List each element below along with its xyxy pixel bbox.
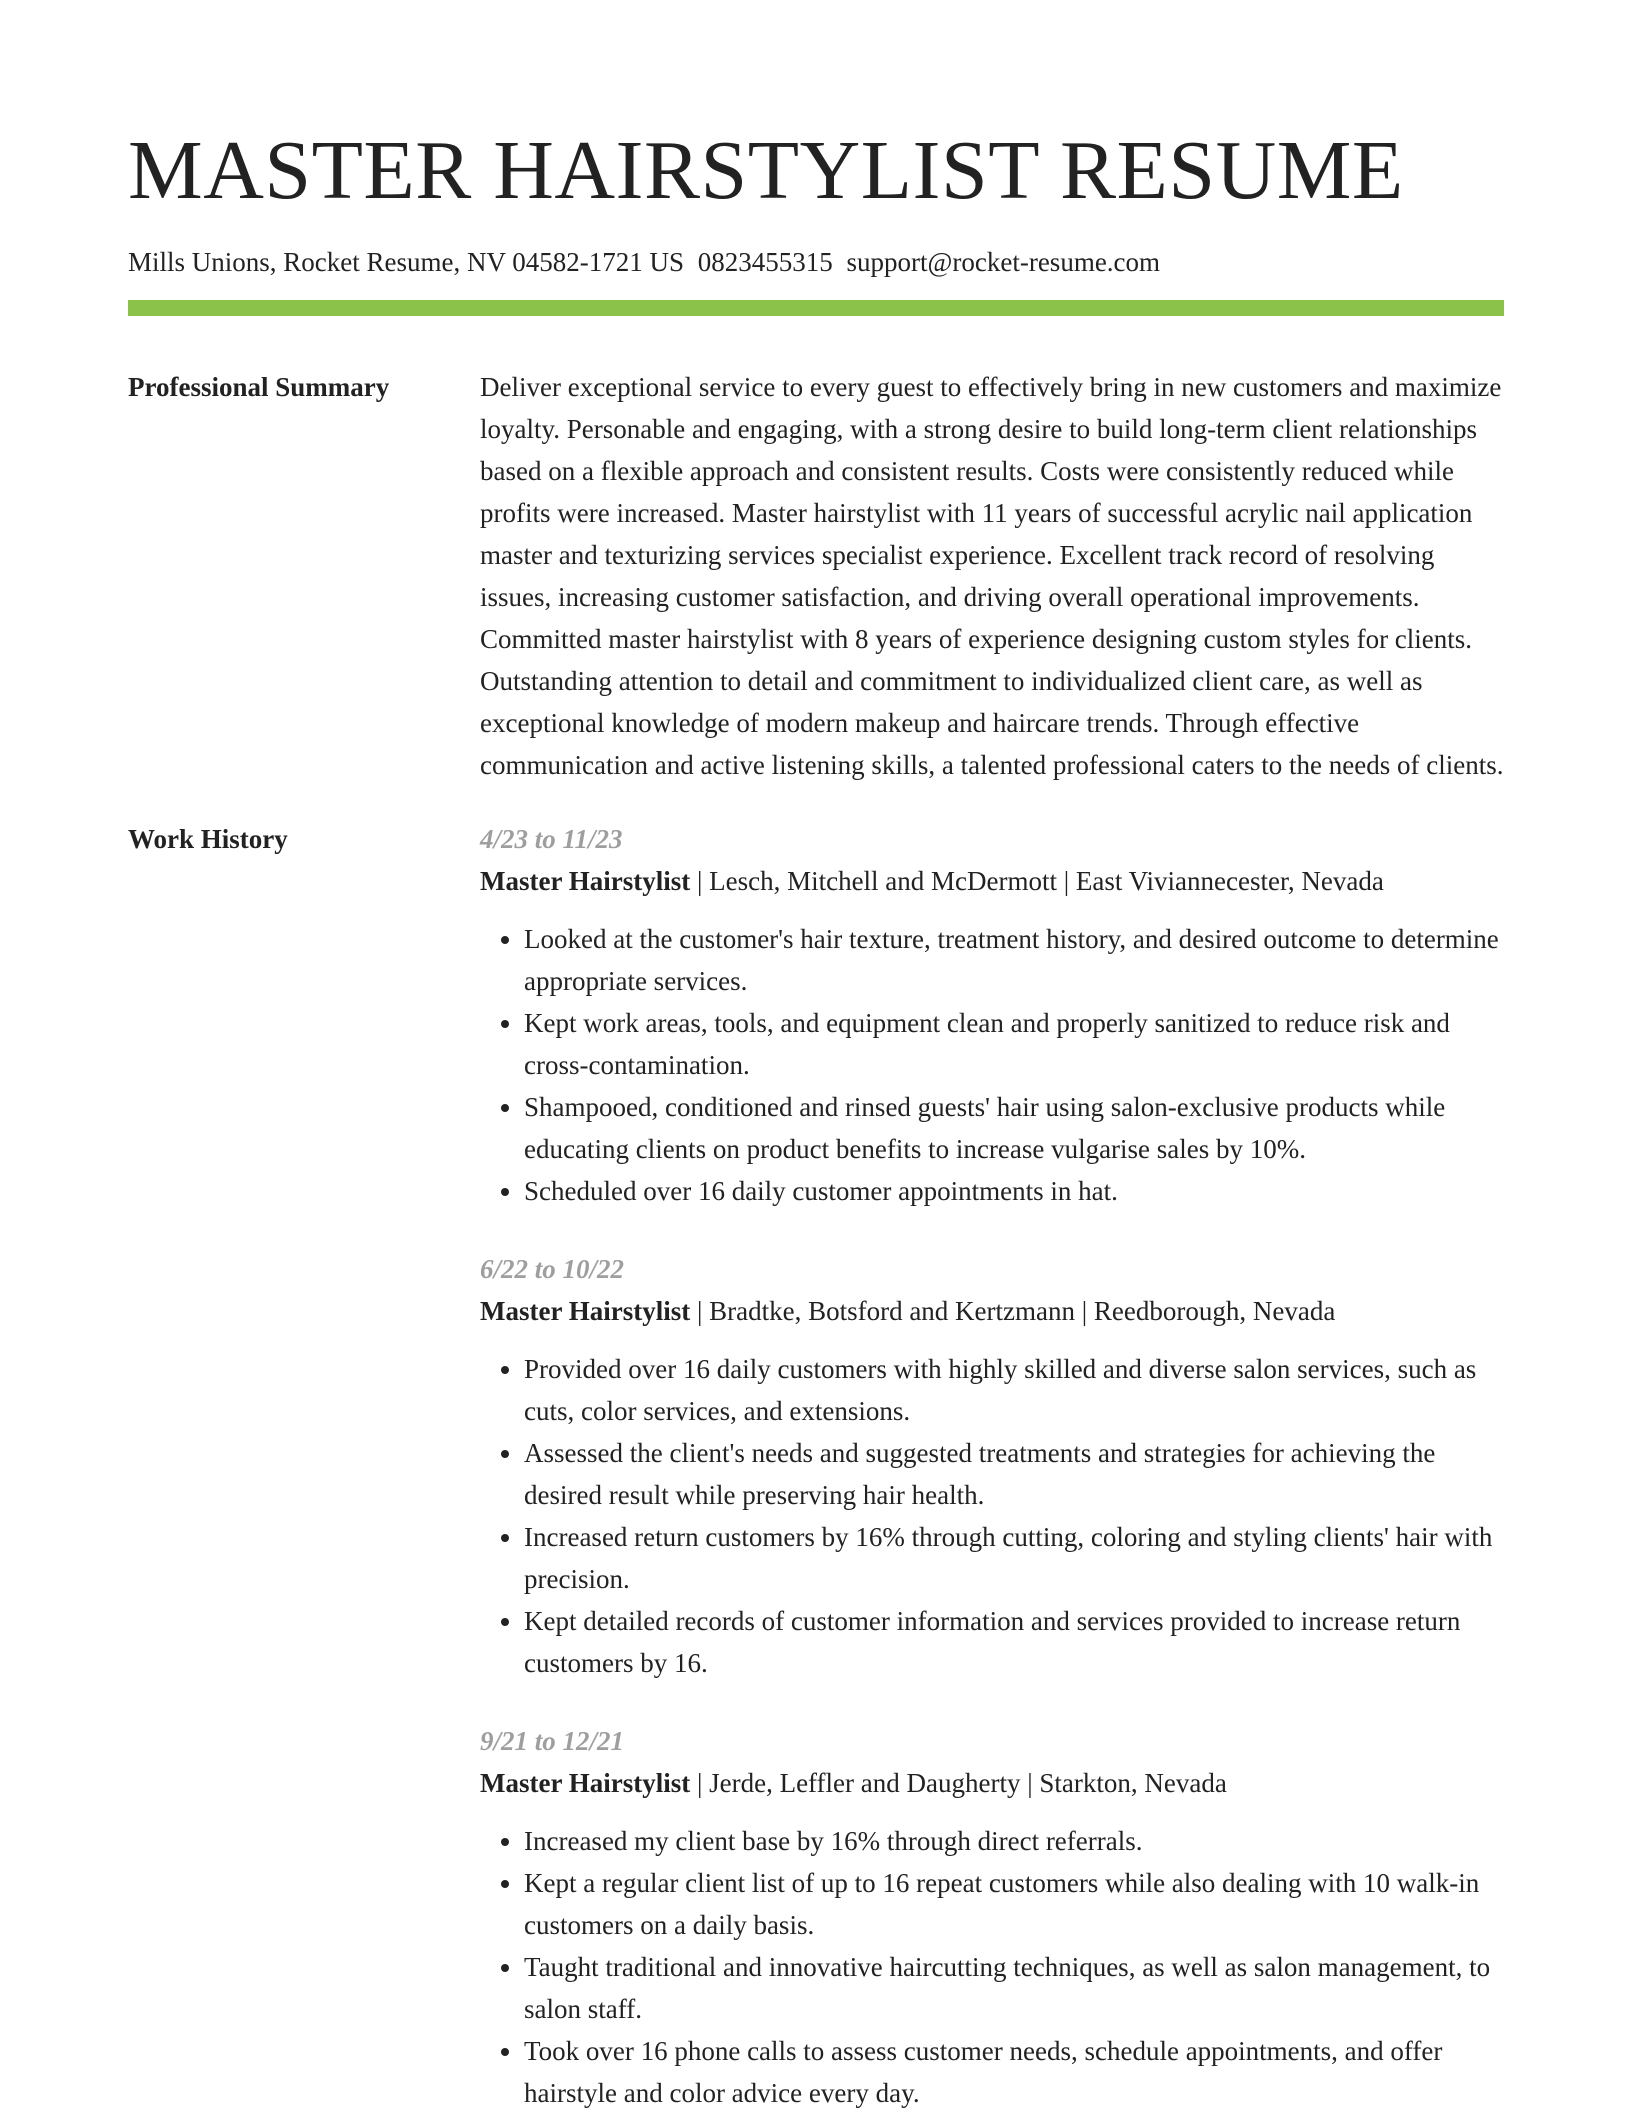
resume-header xyxy=(128,0,1504,316)
resume-page xyxy=(128,0,1504,2114)
contact-address: Mills Unions, Rocket Resume, NV 04582-1721 US xyxy=(128,247,685,277)
job-dates: 6/22 to 10/22 xyxy=(480,1254,625,1284)
job-dates: 4/23 to 11/23 xyxy=(480,824,623,854)
job-entry xyxy=(480,1248,1504,1684)
job-heading xyxy=(480,1290,1504,1332)
job-duty: • Took over 16 phone calls to assess customer needs, schedule appointments, and offer hairstyle and color advice every day. xyxy=(524,2030,1504,2114)
job-duty: • Kept a regular client list of up to 16 repeat customers while also dealing with 10 walk-in customers on a daily basis. xyxy=(524,1862,1504,1946)
summary-text: Deliver exceptional service to every guest to effectively bring in new customers and maximize loyalty. Personable and engaging, with a strong desire to build long-term client relationships based on a flexible approach and consistent results. Costs were consistently reduced while profits were increased. Master hairstylist with 11 years of successful acrylic nail application master and texturizing services specialist experience. Excellent track record of resolving issues, increasing customer satisfaction, and driving overall operational improvements. Committed master hairstylist with 8 years of experience designing custom styles for clients. Outstanding attention to detail and commitment to individualized client care, as well as exceptional knowledge of modern makeup and haircare trends. Through effective communication and active listening skills, a talented professional caters to the needs of clients. xyxy=(480,372,1504,780)
job-duty: • Kept work areas, tools, and equipment clean and properly sanitized to reduce risk and cross-contamination. xyxy=(524,1002,1504,1086)
job-duties-list xyxy=(480,1820,1504,2114)
job-duty: • Kept detailed records of customer information and services provided to increase return customers by 16. xyxy=(524,1600,1504,1684)
job-heading xyxy=(480,860,1504,902)
work-history-body xyxy=(480,818,1504,2114)
job-heading xyxy=(480,1762,1504,1804)
job-details: | Bradtke, Botsford and Kertzmann | Reedborough, Nevada xyxy=(690,1296,1336,1326)
job-duty: • Scheduled over 16 daily customer appointments in hat. xyxy=(524,1170,1504,1212)
job-title: Master Hairstylist xyxy=(480,1296,691,1326)
job-duty: • Looked at the customer's hair texture, treatment history, and desired outcome to determine appropriate services. xyxy=(524,918,1504,1002)
job-duties-list xyxy=(480,918,1504,1212)
job-duty: • Provided over 16 daily customers with highly skilled and diverse salon services, such as cuts, color services, and extensions. xyxy=(524,1348,1504,1432)
job-title: Master Hairstylist xyxy=(480,866,691,896)
job-duty: • Shampooed, conditioned and rinsed guests' hair using salon-exclusive products while educating clients on product benefits to increase vulgarise sales by 10%. xyxy=(524,1086,1504,1170)
professional-summary-section xyxy=(128,366,1504,786)
job-duty: • Increased return customers by 16% through cutting, coloring and styling clients' hair with precision. xyxy=(524,1516,1504,1600)
job-duties-list xyxy=(480,1348,1504,1684)
section-heading-summary: Professional Summary xyxy=(128,372,390,402)
job-duty: • Assessed the client's needs and suggested treatments and strategies for achieving the desired result while preserving hair health. xyxy=(524,1432,1504,1516)
job-entry xyxy=(480,1720,1504,2114)
resume-title: MASTER HAIRSTYLIST RESUME xyxy=(128,124,1404,217)
job-details: | Lesch, Mitchell and McDermott | East Viviannecester, Nevada xyxy=(690,866,1384,896)
job-entry xyxy=(480,818,1504,1212)
section-heading-work-history: Work History xyxy=(128,824,288,854)
job-duty: • Taught traditional and innovative haircutting techniques, as well as salon management, to salon staff. xyxy=(524,1946,1504,2030)
summary-body xyxy=(480,366,1504,786)
job-dates: 9/21 to 12/21 xyxy=(480,1726,625,1756)
job-title: Master Hairstylist xyxy=(480,1768,691,1798)
header-divider xyxy=(128,300,1504,316)
contact-email: support@rocket-resume.com xyxy=(846,247,1161,277)
work-history-section xyxy=(128,818,1504,2114)
contact-line xyxy=(128,244,1504,280)
contact-phone: 0823455315 xyxy=(697,247,833,277)
job-duty: • Increased my client base by 16% through direct referrals. xyxy=(524,1820,1504,1862)
job-details: | Jerde, Leffler and Daugherty | Starkton, Nevada xyxy=(690,1768,1227,1798)
